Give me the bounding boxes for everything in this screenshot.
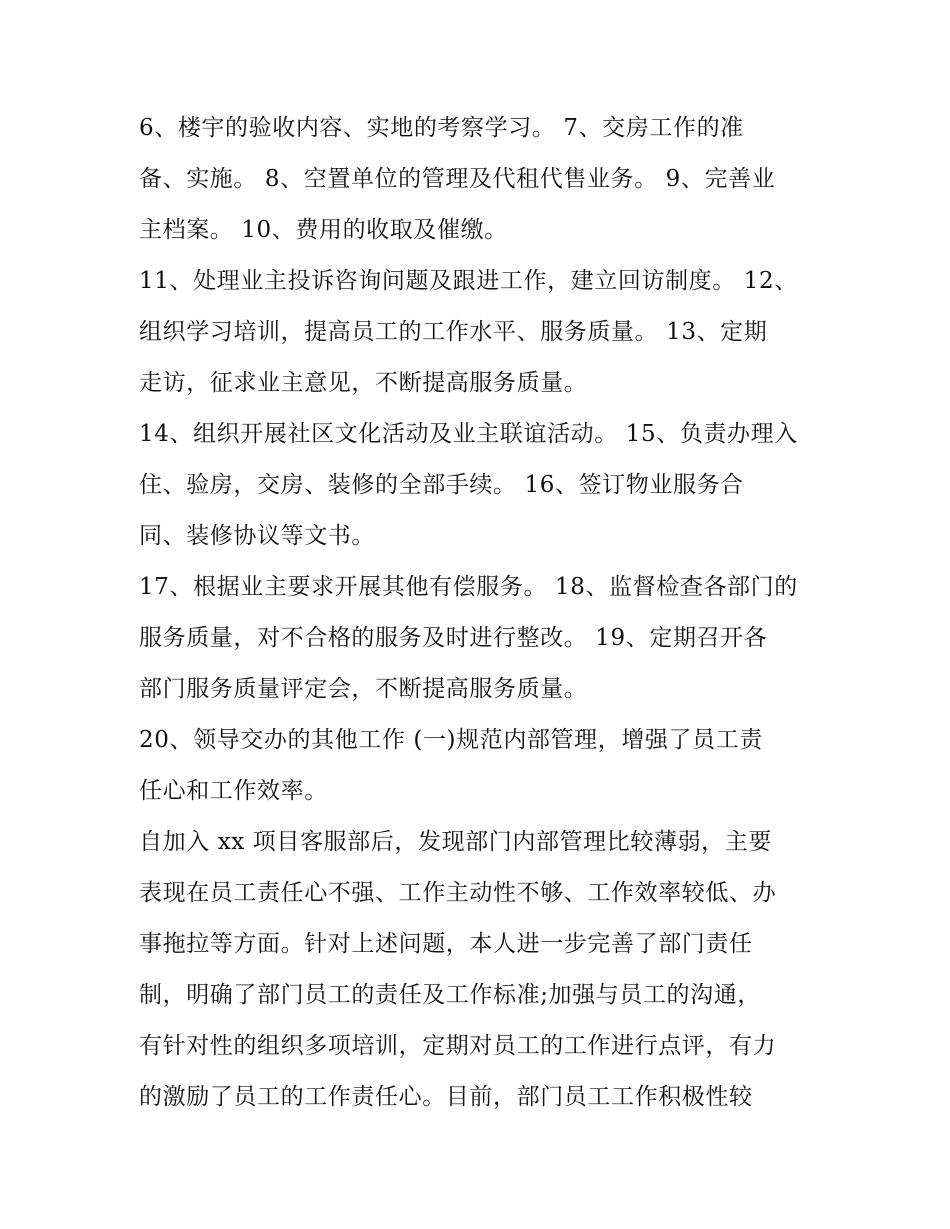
text-line: 表现在员工责任心不强、工作主动性不够、工作效率较低、办 [139, 880, 777, 906]
text-line: 部门服务质量评定会，不断提高服务质量。 [139, 676, 588, 702]
text-line: 走访，征求业主意见，不断提高服务质量。 [139, 370, 588, 396]
text-line: 制，明确了部门员工的责任及工作标准;加强与员工的沟通， [139, 982, 761, 1008]
text-line: 服务质量，对不合格的服务及时进行整改。 19、定期召开各 [139, 625, 768, 651]
text-line: 14、组织开展社区文化活动及业主联谊活动。 15、负责办理入 [139, 421, 798, 447]
text-line: 事拖拉等方面。针对上述问题，本人进一步完善了部门责任 [139, 931, 753, 957]
text-line: 20、领导交办的其他工作 (一)规范内部管理，增强了员工责 [139, 727, 763, 753]
text-line: 任心和工作效率。 [139, 778, 328, 804]
text-line: 17、根据业主要求开展其他有偿服务。 18、监督检查各部门的 [139, 574, 798, 600]
text-line: 备、实施。 8、空置单位的管理及代租代售业务。 9、完善业 [139, 166, 776, 192]
text-line: 主档案。 10、费用的收取及催缴。 [139, 217, 508, 243]
text-line: 11、处理业主投诉咨询问题及跟进工作，建立回访制度。 12、 [139, 268, 798, 294]
text-line: 自加入 xx 项目客服部后，发现部门内部管理比较薄弱，主要 [139, 829, 772, 855]
text-line: 有针对性的组织多项培训，定期对员工的工作进行点评，有力 [139, 1033, 777, 1059]
document-body [139, 103, 819, 1123]
text-line: 同、装修协议等文书。 [139, 523, 375, 549]
text-line: 6、楼宇的验收内容、实地的考察学习。 7、交房工作的准 [139, 115, 744, 141]
text-line: 住、验房，交房、装修的全部手续。 16、签订物业服务合 [139, 472, 744, 498]
text-line: 组织学习培训，提高员工的工作水平、服务质量。 13、定期 [139, 319, 768, 345]
text-line: 的激励了员工的工作责任心。目前，部门员工工作积极性较 [139, 1084, 753, 1110]
